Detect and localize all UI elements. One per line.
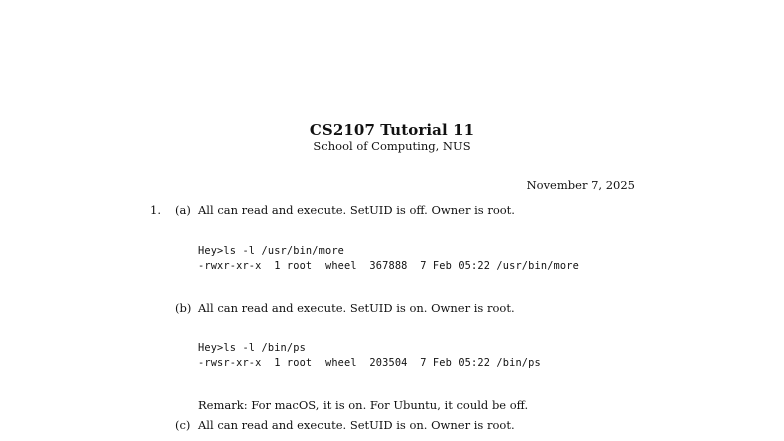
page-title: CS2107 Tutorial 11 bbox=[309, 121, 475, 139]
part-b-label: (b) bbox=[175, 301, 192, 315]
part-a-text: All can read and execute. SetUID is off. Owner is root. bbox=[198, 203, 515, 217]
part-a-code-output: -rwxr-xr-x 1 root wheel 367888 7 Feb 05:22 /usr/bin/more bbox=[198, 260, 579, 272]
part-b-code-output: -rwsr-xr-x 1 root wheel 203504 7 Feb 05:22 /bin/ps bbox=[198, 357, 541, 369]
part-c-label: (c) bbox=[175, 418, 191, 432]
part-a-code-command: Hey>ls -l /usr/bin/more bbox=[198, 245, 345, 257]
part-a-label: (a) bbox=[175, 203, 191, 217]
part-c-text: All can read and execute. SetUID is on. Owner is root. bbox=[198, 418, 515, 432]
question-number: 1. bbox=[150, 203, 161, 217]
document-date: November 7, 2025 bbox=[526, 178, 635, 192]
page-subtitle: School of Computing, NUS bbox=[313, 139, 471, 153]
part-b-text: All can read and execute. SetUID is on. Owner is root. bbox=[198, 301, 515, 315]
part-b-code-command: Hey>ls -l /bin/ps bbox=[198, 342, 306, 354]
part-b-remark: Remark: For macOS, it is on. For Ubuntu, it could be off. bbox=[198, 398, 529, 412]
